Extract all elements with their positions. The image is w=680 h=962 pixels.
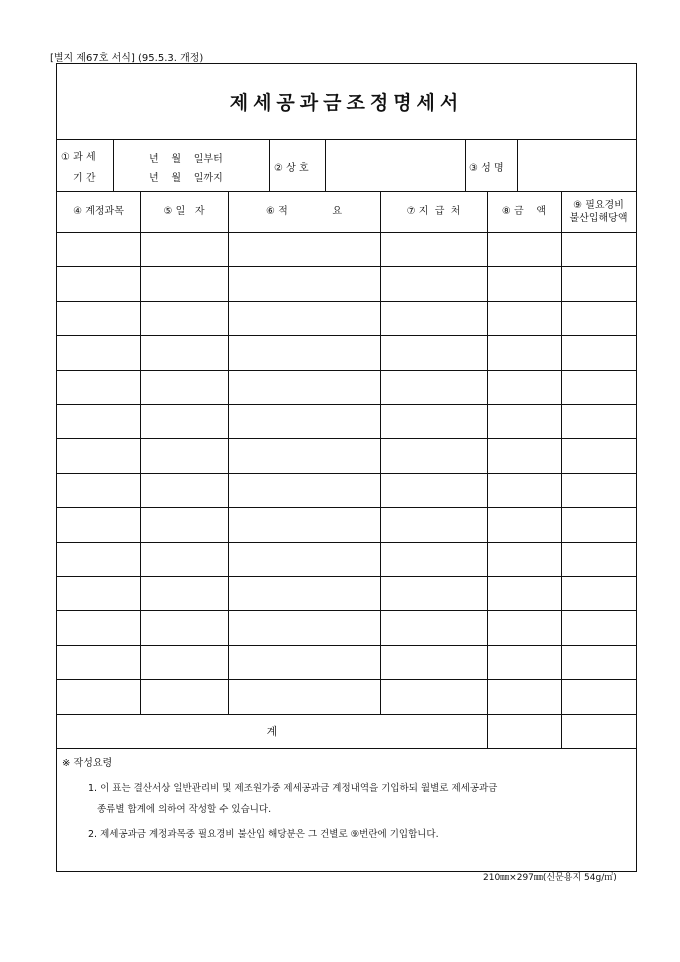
table-cell[interactable] [561,645,636,679]
table-cell[interactable] [487,645,561,679]
table-cell[interactable] [57,679,140,713]
table-cell[interactable] [380,542,487,576]
table-cell[interactable] [140,335,228,369]
company-field[interactable] [326,139,465,191]
table-cell[interactable] [228,438,380,472]
period-to: 년 월 일까지 [149,173,223,184]
table-cell[interactable] [380,679,487,713]
table-cell[interactable] [228,301,380,335]
notes-heading: ※ 작성요령 [62,758,113,769]
table-cell[interactable] [228,370,380,404]
table-cell[interactable] [140,473,228,507]
table-cell[interactable] [561,542,636,576]
table-cell[interactable] [561,404,636,438]
note-1-line-1: 1. 이 표는 결산서상 일반관리비 및 제조원가중 제세공과금 계정내역을 기입하되 월별로 제세공과금 [88,783,498,794]
table-cell[interactable] [228,542,380,576]
table-cell[interactable] [561,610,636,644]
table-cell[interactable] [140,645,228,679]
period-from: 년 월 일부터 [149,154,223,165]
name-label: ③ 성 명 [469,163,504,174]
table-cell[interactable] [57,438,140,472]
table-cell[interactable] [380,266,487,300]
table-cell[interactable] [228,576,380,610]
table-cell[interactable] [487,335,561,369]
table-cell[interactable] [140,370,228,404]
table-cell[interactable] [228,404,380,438]
period-label-1: ① 과 세 [61,152,96,163]
column-header-2: ⑤ 일 자 [163,206,205,217]
table-cell[interactable] [57,507,140,541]
table-cell[interactable] [140,576,228,610]
table-cell[interactable] [487,507,561,541]
table-cell[interactable] [140,266,228,300]
table-cell[interactable] [228,232,380,266]
form-title: 제세공과금조정명세서 [229,92,464,114]
table-cell[interactable] [228,679,380,713]
column-header-6: ⑨ 필요경비 불산입해당액 [569,199,628,224]
table-cell[interactable] [561,301,636,335]
table-cell[interactable] [57,542,140,576]
table-cell[interactable] [561,679,636,713]
info-row [57,139,636,192]
table-cell[interactable] [561,507,636,541]
title-box [57,64,636,140]
table-cell[interactable] [228,335,380,369]
table-cell[interactable] [228,645,380,679]
total-amount-cell[interactable] [487,714,561,748]
table-cell[interactable] [561,576,636,610]
table-cell[interactable] [228,266,380,300]
table-cell[interactable] [57,404,140,438]
table-cell[interactable] [561,232,636,266]
table-cell[interactable] [57,473,140,507]
table-cell[interactable] [57,370,140,404]
table-cell[interactable] [140,679,228,713]
table-cell[interactable] [561,438,636,472]
table-cell[interactable] [487,404,561,438]
table-cell[interactable] [380,645,487,679]
table-cell[interactable] [57,610,140,644]
table-cell[interactable] [140,232,228,266]
table-cell[interactable] [57,232,140,266]
period-label-2: 기 간 [73,173,96,184]
table-cell[interactable] [487,301,561,335]
table-cell[interactable] [228,610,380,644]
name-field[interactable] [518,139,636,191]
table-cell[interactable] [380,438,487,472]
table-cell[interactable] [380,576,487,610]
table-cell[interactable] [57,335,140,369]
table-cell[interactable] [140,301,228,335]
column-header-3: ⑥ 적 요 [266,206,342,217]
table-cell[interactable] [140,610,228,644]
table-cell[interactable] [380,507,487,541]
table-cell[interactable] [57,645,140,679]
table-cell[interactable] [487,266,561,300]
form-frame [56,63,637,872]
note-2: 2. 제세공과금 계정과목중 필요경비 불산입 해당분은 그 건별로 ⑨번란에 기입합니다. [88,829,439,840]
table-cell[interactable] [380,473,487,507]
table-cell[interactable] [140,507,228,541]
table-cell[interactable] [140,438,228,472]
table-cell[interactable] [57,266,140,300]
table-cell[interactable] [380,610,487,644]
total-label: 계 [266,724,278,738]
table-cell[interactable] [228,473,380,507]
form-number-label: [별지 제67호 서식] (95.5.3. 개정) [50,53,204,64]
table-cell[interactable] [487,576,561,610]
table-cell[interactable] [380,301,487,335]
table-cell[interactable] [228,507,380,541]
table-cell[interactable] [140,542,228,576]
table-cell[interactable] [561,335,636,369]
table-cell[interactable] [380,404,487,438]
note-1-line-2: 종류별 합계에 의하여 작성할 수 있습니다. [97,804,272,815]
total-nondeductible-cell[interactable] [561,714,636,748]
table-cell[interactable] [487,542,561,576]
table-cell[interactable] [487,370,561,404]
table-cell[interactable] [57,576,140,610]
table-cell[interactable] [380,370,487,404]
table-cell[interactable] [140,404,228,438]
table-cell[interactable] [487,610,561,644]
table-cell[interactable] [487,232,561,266]
table-cell[interactable] [561,473,636,507]
table-cell[interactable] [561,370,636,404]
column-header-5: ⑧ 금 액 [501,206,547,217]
table-cell[interactable] [561,266,636,300]
company-label: ② 상 호 [274,163,309,174]
table-cell[interactable] [380,232,487,266]
table-cell[interactable] [57,301,140,335]
paper-spec: 210㎜×297㎜(신문용지 54g/㎡) [483,873,617,883]
column-header-1: ④ 계정과목 [73,206,124,217]
table-cell[interactable] [487,473,561,507]
table-cell[interactable] [487,438,561,472]
table-cell[interactable] [380,335,487,369]
column-header-4: ⑦ 지 급 처 [406,206,461,217]
table-cell[interactable] [487,679,561,713]
